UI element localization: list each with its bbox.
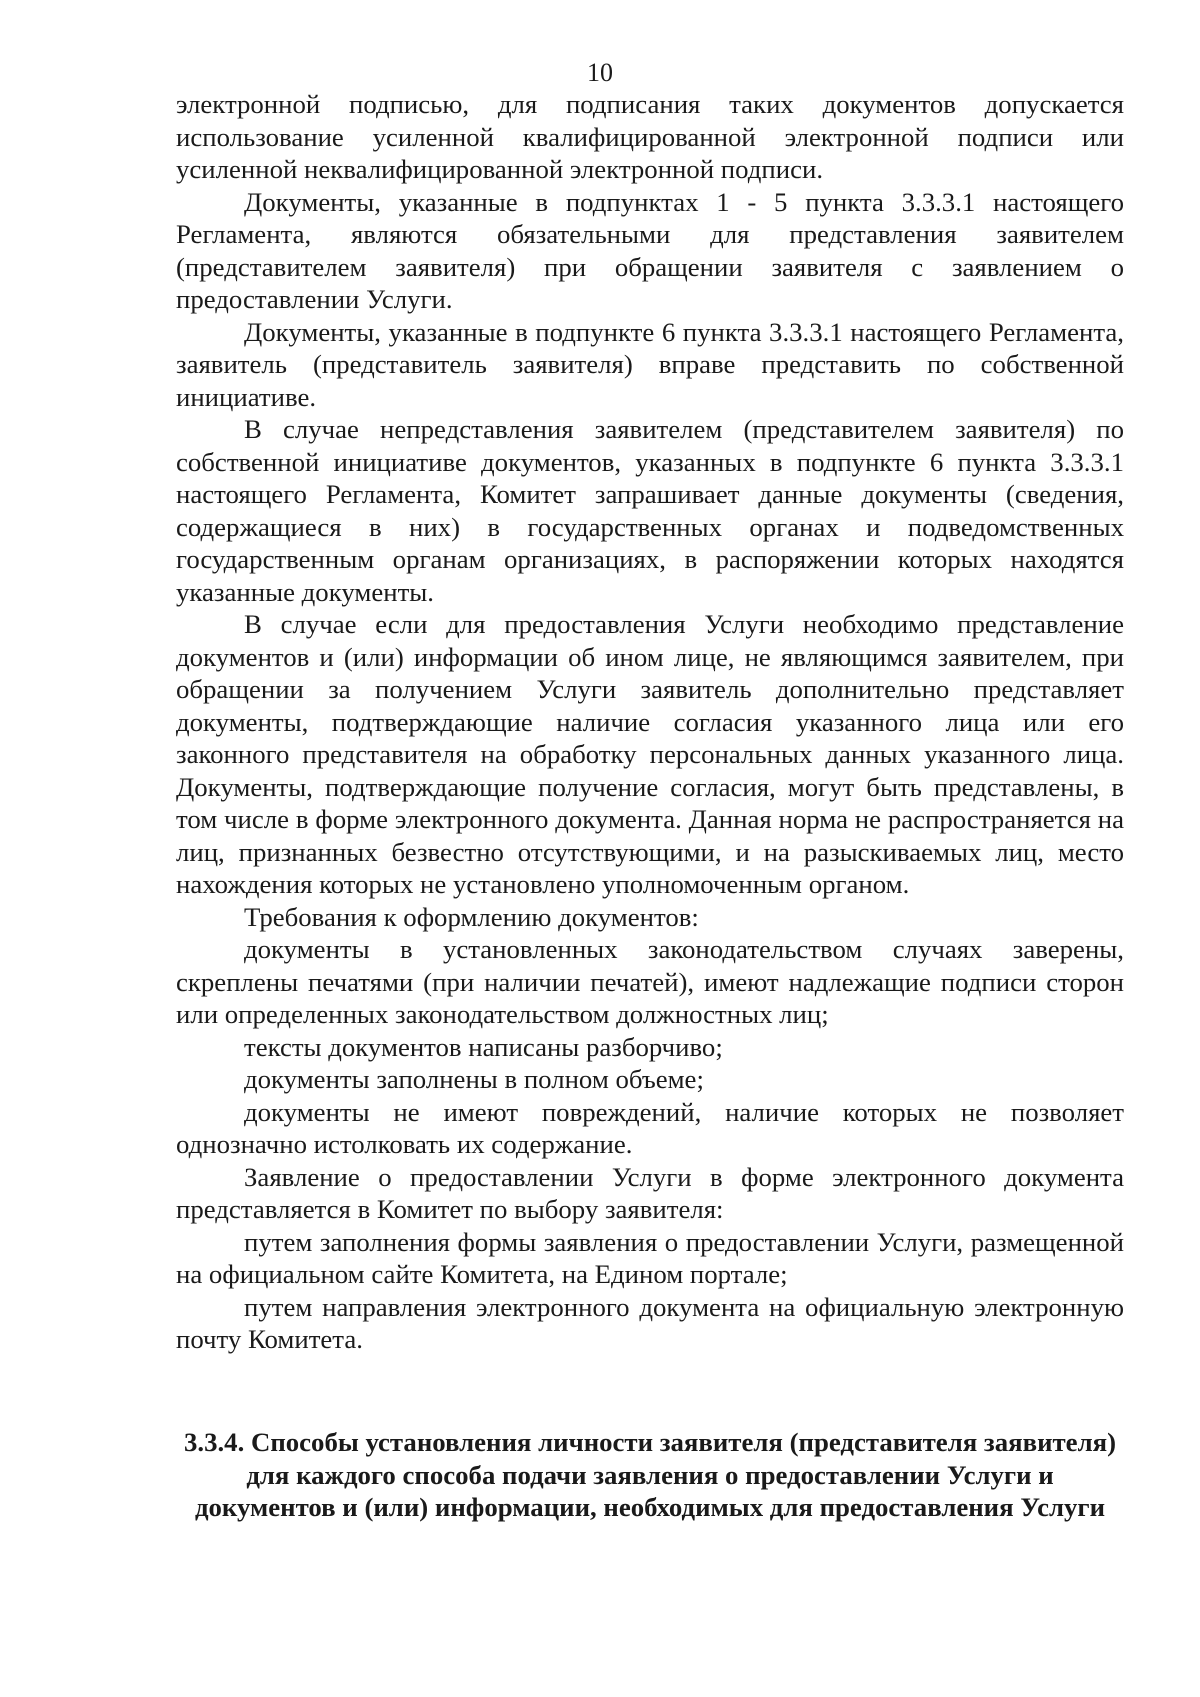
- paragraph-signature-continuation: электронной подписью, для подписания таких документов допускается использование усиленной квалифицированной электронной подписи или усиленной неквалифицированной электронной подписи.: [176, 89, 1124, 184]
- paragraph-third-party-consent: В случае если для предоставления Услуги необходимо представление документов и (или) информации об ином лице, не являющимся заявителем, при обращении за получением Услуги заявитель дополнительно представляет документы, подтверждающие наличие согласия указанного лица или его законного представителя на обработку персональных данных указанного лица. Документы, подтверждающие получение согласия, могут быть представлены, в том числе в форме электронного документа. Данная норма не распространяется на лиц, признанных безвестно отсутствующими, и на разыскиваемых лиц, место нахождения которых не установлено уполномоченным органом.: [176, 609, 1124, 899]
- document-body: [176, 88, 1124, 1356]
- paragraph-submission-form: путем заполнения формы заявления о предоставлении Услуги, размещенной на официальном сайте Комитета, на Едином портале;: [176, 1226, 1124, 1289]
- section-heading: 3.3.4. Способы установления личности заявителя (представителя заявителя) для каждого способа подачи заявления о предоставлении Услуги и документов и (или) информации, необходимых для предоставления Услуги: [183, 1427, 1117, 1522]
- paragraph-mandatory-documents: Документы, указанные в подпунктах 1 - 5 пункта 3.3.3.1 настоящего Регламента, являются обязательными для представления заявителем (представителем заявителя) при обращении заявителя с заявлением о предоставлении Услуги.: [176, 186, 1124, 314]
- paragraph-submission-email: путем направления электронного документа на официальную электронную почту Комитета.: [176, 1291, 1124, 1354]
- paragraph-committee-request: В случае непредставления заявителем (представителем заявителя) по собственной инициативе документов, указанных в подпункте 6 пункта 3.3.3.1 настоящего Регламента, Комитет запрашивает данные документы (сведения, содержащиеся в них) в государственных органах и подведомственных государственным органам организациях, в распоряжении которых находятся указанные документы.: [176, 414, 1124, 607]
- paragraph-electronic-submission: Заявление о предоставлении Услуги в форме электронного документа представляется в Комитет по выбору заявителя:: [176, 1161, 1124, 1224]
- paragraph-requirement-undamaged: документы не имеют повреждений, наличие которых не позволяет однозначно истолковать их содержание.: [176, 1096, 1124, 1159]
- page-number: 10: [587, 58, 613, 87]
- paragraph-requirement-complete: документы заполнены в полном объеме;: [244, 1064, 704, 1094]
- paragraph-optional-documents: Документы, указанные в подпункте 6 пункта 3.3.3.1 настоящего Регламента, заявитель (представитель заявителя) вправе представить по собственной инициативе.: [176, 316, 1124, 412]
- paragraph-requirement-legible: тексты документов написаны разборчиво;: [244, 1031, 723, 1062]
- paragraph-requirement-certified: документы в установленных законодательством случаях заверены, скреплены печатями (при наличии печатей), имеют надлежащие подписи сторон или определенных законодательством должностных лиц;: [176, 934, 1124, 1029]
- paragraph-requirements-intro: Требования к оформлению документов:: [244, 901, 699, 932]
